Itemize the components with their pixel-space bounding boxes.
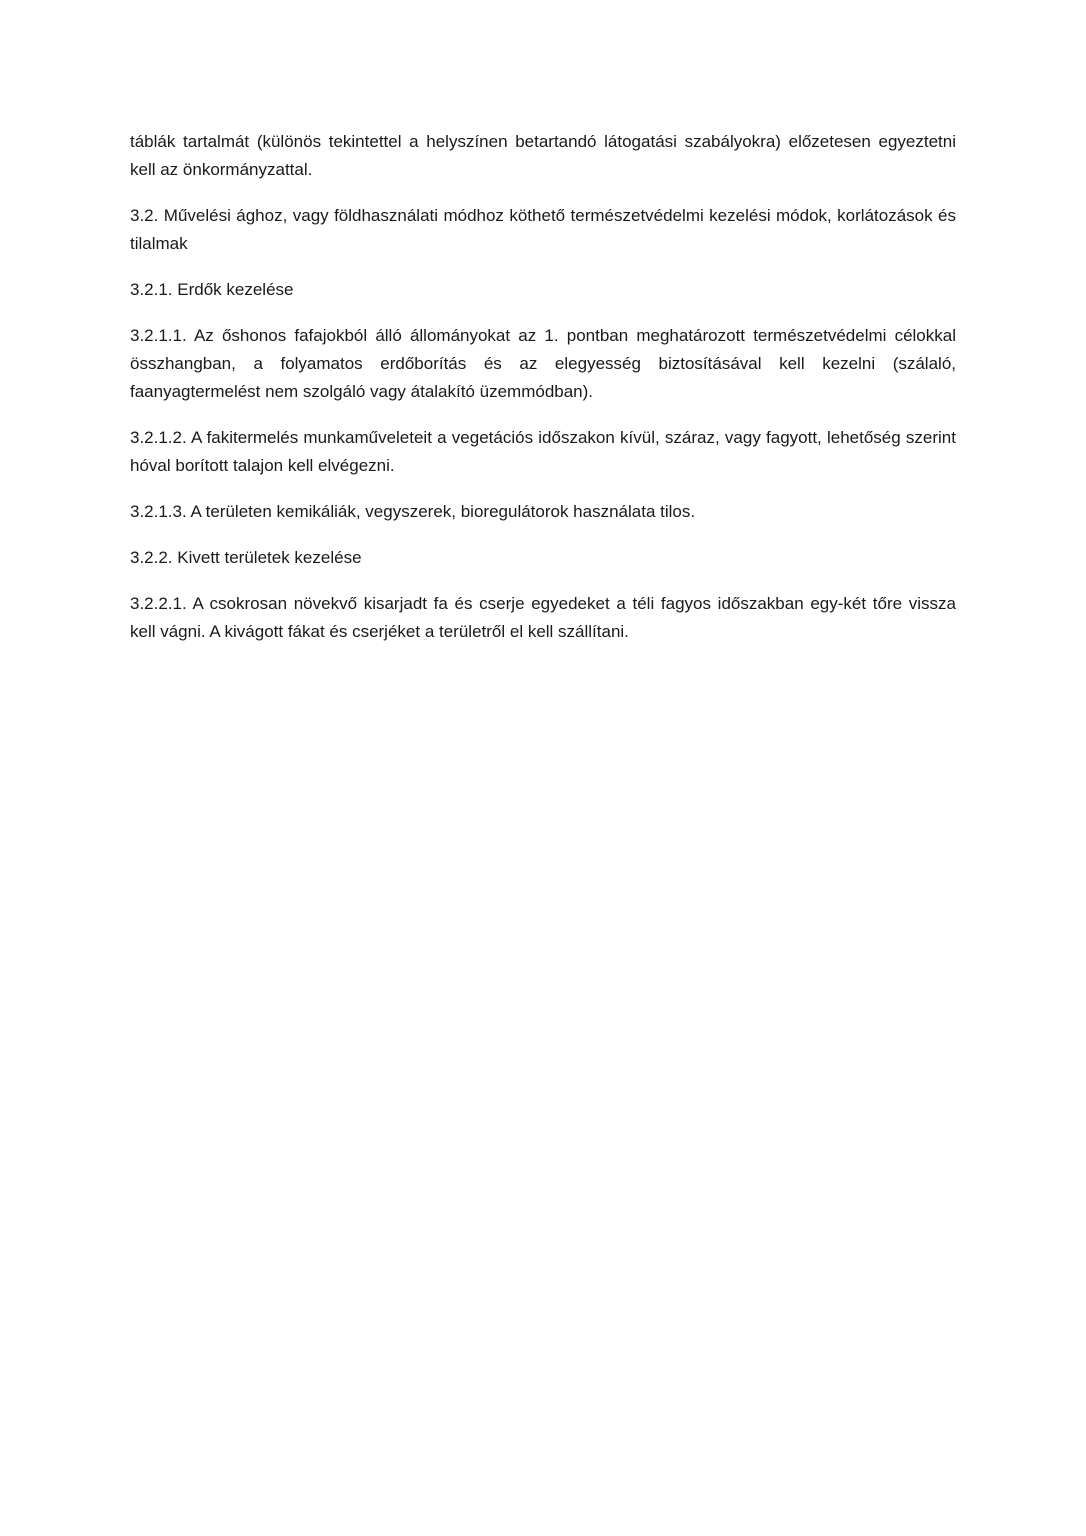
paragraph-3-2-1-3: 3.2.1.3. A területen kemikáliák, vegyszerek, bioregulátorok használata tilos. [130,502,696,521]
paragraph-3-2-2-1: 3.2.2.1. A csokrosan növekvő kisarjadt fa és cserje egyedeket a téli fagyos időszakban egy-két tőre vissza kell vágni. A kivágott fákat és cserjéket a területről el kell szállítani. [130,594,956,641]
section-heading-3-2-2: 3.2.2. Kivett területek kezelése [130,548,362,567]
section-heading-3-2-1: 3.2.1. Erdők kezelése [130,280,294,299]
paragraph-visitor-signs: táblák tartalmát (különös tekintettel a helyszínen betartandó látogatási szabályokra) előzetesen egyeztetni kell az önkormányzattal. [130,132,956,179]
paragraph-3-2-1-1: 3.2.1.1. Az őshonos fafajokból álló állományokat az 1. pontban meghatározott természetvédelmi célokkal összhangban, a folyamatos erdőborítás és az elegyesség biztosításával kell kezelni (szálaló, faanyagtermelést nem szolgáló vagy átalakító üzemmódban). [130,326,956,401]
paragraph-3-2-1-2: 3.2.1.2. A fakitermelés munkaműveleteit a vegetációs időszakon kívül, száraz, vagy fagyott, lehetőség szerint hóval borított talajon kell elvégezni. [130,428,956,475]
document-body [130,128,956,664]
section-heading-3-2: 3.2. Művelési ághoz, vagy földhasználati módhoz köthető természetvédelmi kezelési módok, korlátozások és tilalmak [130,206,956,253]
